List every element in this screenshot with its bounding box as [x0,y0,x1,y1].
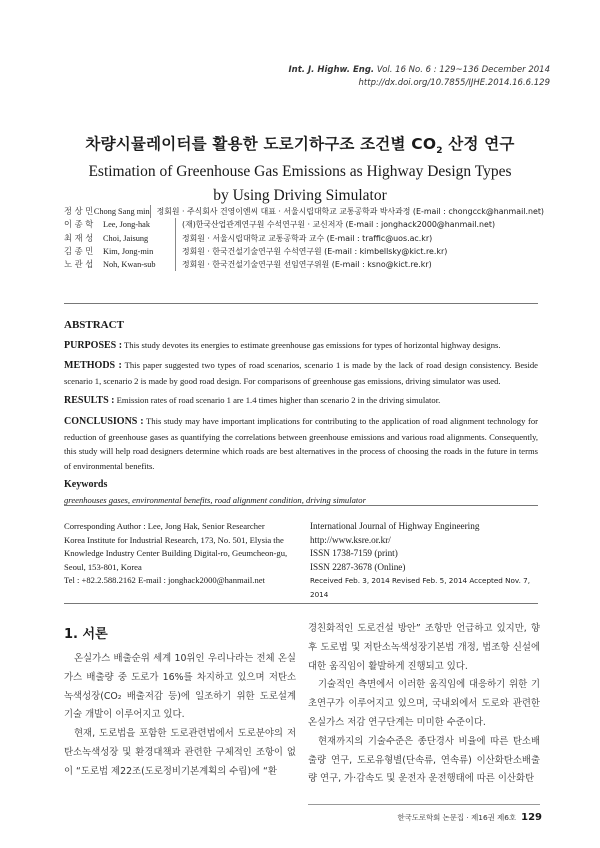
body-paragraph: 경친화적인 도로건설 방안” 조항만 언급하고 있지만, 향후 도로법 및 저탄소녹색성장기본법 개정, 법조항 신설에 대한 움직임이 활발하게 진행되고 있다. [308,623,540,672]
corresponding-contact: Tel : +82.2.588.2162 E-mail : jonghack2000@hanmail.net [64,575,265,585]
author-name-korean: 노 관 섭 [64,259,94,270]
journal-citation-prefix: Int. J. Highw. Eng. [288,65,375,75]
author-name-english: Noh, Kwan-sub [103,260,156,270]
page-footer [397,812,542,823]
title-english-line-1: Estimation of Greenhouse Gas Emissions as Highway Design Types [88,163,512,180]
purposes-text: This study devotes its energies to estimate greenhouse gas emissions for types of horizontal highway designs. [122,339,501,350]
author-list [64,205,544,271]
author-name-english: Lee, Jong-hak [103,220,150,230]
author-name-korean: 이 종 학 [64,219,94,230]
author-name-korean: 정 상 민 [64,206,94,216]
conclusions-label: CONCLUSIONS : [64,415,144,427]
author-affiliation: 정회원 · 주식회사 건영이엔씨 대표 · 서울시립대학교 교통공학과 박사과정 (E-mail : chongcck@hanmail.net) [150,205,544,218]
abstract-purposes [64,338,538,354]
body-paragraph: 현재까지의 기술수준은 종단경사 비율에 따른 탄소배출량 연구, 도로유형별(단속류, 연속류) 이산화탄소배출량 연구, 가·감속도 및 운전자 운전행태에 따른 이산화탄 [308,735,540,785]
title-english [0,160,600,208]
doi-link[interactable]: http://dx.doi.org/10.7855/IJHE.2014.16.6.129 [358,78,550,88]
section-heading: 1. 서론 [64,627,108,642]
footer-divider [308,804,540,805]
conclusions-text: This study may have important implications for contributing to the application of road alignment technology for reduction of greenhouse gases as quantifying the correlations between greenhouse emissions and various road alignments. Consequently, this study will help road designers determine which roads are best alternatives in the process of choosing the roads in the future in terms of environmental benefits. [64,415,538,471]
info-bottom-divider [64,603,538,604]
body-paragraph: 기술적인 측면에서 이러한 움직임에 대응하기 위한 기초연구가 이루어지고 있으며, 국내외에서 도로와 관련한 온실가스 저감 연구단계는 미미한 수준이다. [308,679,540,728]
submission-dates: Received Feb. 3, 2014 Revised Feb. 5, 2014 Accepted Nov. 7, 2014 [310,576,531,599]
corresponding-author: Corresponding Author : Lee, Jong Hak, Senior Researcher [64,521,265,531]
page-number: 129 [521,812,542,823]
journal-citation: Vol. 16 No. 6 : 129~136 December 2014 [374,65,550,75]
author-affiliation: 정회원 · 한국건설기술연구원 선임연구위원 (E-mail : ksno@kict.re.kr) [175,258,432,271]
author-name-english: Choi, Jaisung [103,233,149,243]
author-affiliation: (재)한국산업관계연구원 수석연구원 · 교신저자 (E-mail : jonghack2000@hanmail.net) [175,218,495,231]
abstract-top-divider [64,303,538,304]
journal-info-block [310,520,542,601]
corresponding-author-block [64,520,296,588]
journal-url-link[interactable]: http://www.ksre.or.kr/ [310,534,391,545]
corresponding-address-line: Seoul, 153-801, Korea [64,561,142,572]
keywords-list: greenhouses gases, environmental benefits, road alignment condition, driving simulator [64,494,366,505]
title-korean-main: 차량시뮬레이터를 활용한 도로기하구조 조건별 CO [85,135,437,153]
author-name-english: Chong Sang min [93,207,150,216]
abstract-bottom-divider [64,505,538,506]
title-korean [0,132,600,156]
author-row [64,232,544,245]
abstract-methods [64,358,538,388]
corresponding-address-line: Knowledge Industry Center Building Digital-ro, Geumcheon-gu, [64,548,288,558]
author-affiliation: 정회원 · 한국건설기술연구원 수석연구원 (E-mail : kimbellsky@kict.re.kr) [175,245,447,258]
title-english-line-2: by Using Driving Simulator [213,187,387,204]
body-paragraph: 현재, 도로법을 포함한 도로관련법에서 도로분야의 저탄소녹색성장 및 환경대책과 관련한 구체적인 조항이 없이 “도로법 제22조(도로정비기본계획의 수립)에 “환 [64,728,296,777]
author-row [64,218,544,231]
author-row [64,205,544,218]
author-row [64,245,544,258]
body-paragraph: 온실가스 배출순위 세계 10위인 우리나라는 전체 온실가스 배출량 중 도로가 16%를 차지하고 있으며 저탄소 녹색성장(CO₂ 배출저감 등)에 일조하기 위한 도로설계 기술 개발이 이루어지고 있다. [64,653,296,721]
purposes-label: PURPOSES : [64,339,123,351]
author-name-korean: 김 종 민 [64,245,94,256]
abstract-results [64,393,538,409]
methods-label: METHODS : [64,360,122,372]
title-korean-subscript: 2 [436,146,443,157]
author-name-english: Kim, Jong-min [103,246,154,256]
abstract-section [64,318,538,508]
author-row [64,258,544,271]
results-text: Emission rates of road scenario 1 are 1.4 times higher than scenario 2 in the driving simulator. [114,395,441,406]
keywords-heading: Keywords [64,479,108,491]
journal-header [289,64,550,90]
author-name-korean: 최 재 성 [64,232,94,243]
issn-online: ISSN 2287-3678 (Online) [310,561,406,572]
issn-print: ISSN 1738-7159 (print) [310,548,398,558]
author-affiliation: 정회원 · 서울시립대학교 교통공학과 교수 (E-mail : traffic@uos.ac.kr) [175,232,432,245]
results-label: RESULTS : [64,395,115,407]
methods-text: This paper suggested two types of road scenarios, scenario 1 is made by the lack of road design consistency. Beside scenario 1, scenario 2 is made by good road design. For comparisons of greenhouse gas emissions, driving simulator was used. [64,360,538,386]
body-column-right [308,620,540,789]
abstract-heading: ABSTRACT [64,319,124,331]
title-korean-tail: 산정 연구 [442,135,515,153]
abstract-conclusions [64,414,538,473]
body-column-left [64,626,296,782]
journal-name: International Journal of Highway Engineering [310,521,480,531]
corresponding-address-line: Korea Institute for Industrial Research, 173, No. 501, Elysia the [64,534,284,545]
footer-journal-issue: 한국도로학회 논문집 · 제16권 제6호 [397,813,517,822]
